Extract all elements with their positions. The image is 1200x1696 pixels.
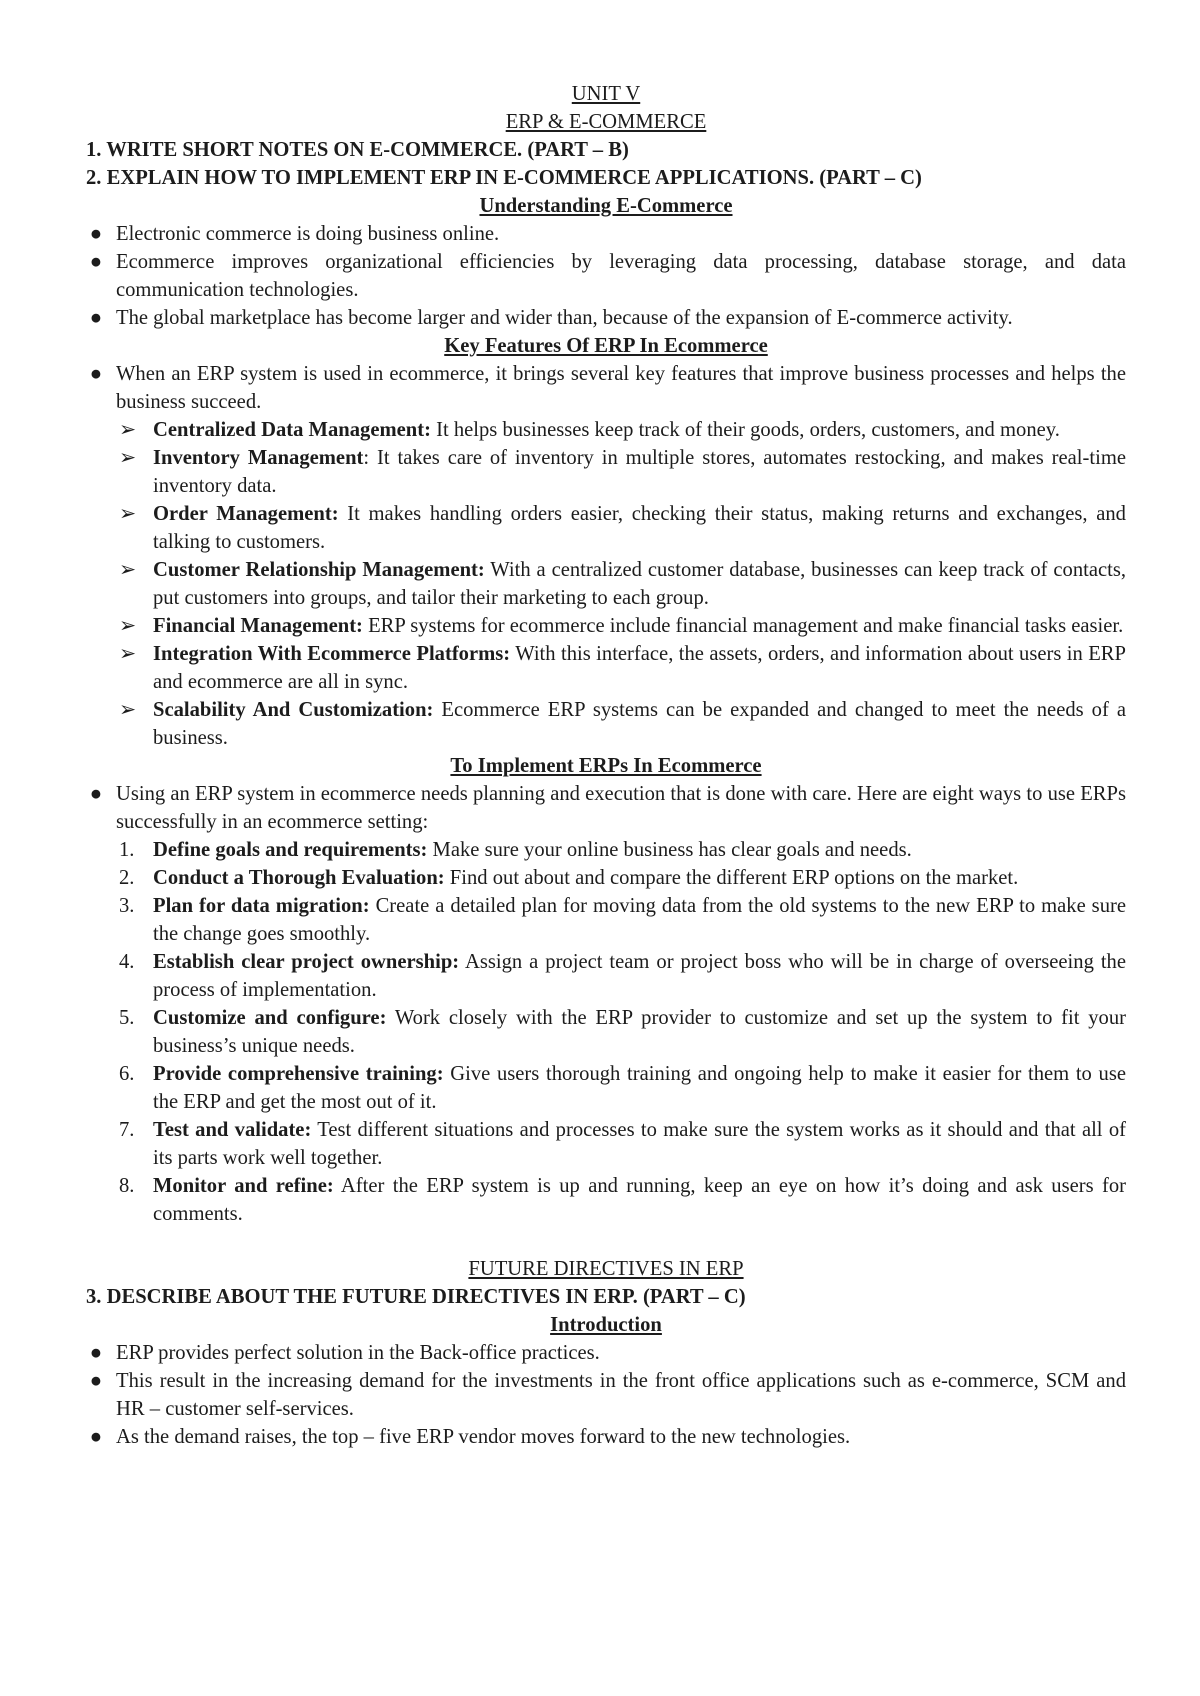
step-number: 5. [119,1007,135,1029]
step-item: 8. Monitor and refine: After the ERP system is up and running, keep an eye on how it’s doing and ask users for comments. [86,1172,1126,1228]
list-item: ● As the demand raises, the top – five ERP vendor moves forward to the new technologies. [86,1423,1126,1451]
question-3: 3. DESCRIBE ABOUT THE FUTURE DIRECTIVES IN ERP. (PART – C) [86,1286,746,1308]
section-heading-implement: To Implement ERPs In Ecommerce [450,755,762,777]
document-body [86,80,1126,1451]
step-item: 5. Customize and configure: Work closely with the ERP provider to customize and set up the system to fit your business’s unique needs. [86,1004,1126,1060]
feature-item: ➢ Customer Relationship Management: With a centralized customer database, businesses can keep track of contacts, put customers into groups, and tailor their marketing to each group. [86,556,1126,612]
feature-item: ➢ Order Management: It makes handling orders easier, checking their status, making returns and exchanges, and talking to customers. [86,500,1126,556]
arrow-bullet-icon: ➢ [119,615,137,637]
step-item: 7. Test and validate: Test different situations and processes to make sure the system works as it should and that all of its parts work well together. [86,1116,1126,1172]
arrow-bullet-icon: ➢ [119,559,137,581]
arrow-bullet-icon: ➢ [119,503,137,525]
feature-item: ➢ Centralized Data Management: It helps businesses keep track of their goods, orders, customers, and money. [86,416,1126,444]
feature-item: ➢ Integration With Ecommerce Platforms: With this interface, the assets, orders, and information about users in ERP and ecommerce are all in sync. [86,640,1126,696]
arrow-bullet-icon: ➢ [119,419,137,441]
feature-item: ➢ Financial Management: ERP systems for ecommerce include financial management and make financial tasks easier. [86,612,1126,640]
bullet-dot-icon: ● [89,223,103,245]
arrow-bullet-icon: ➢ [119,699,137,721]
list-item: ● ERP provides perfect solution in the Back-office practices. [86,1339,1126,1367]
question-2: 2. EXPLAIN HOW TO IMPLEMENT ERP IN E-COMMERCE APPLICATIONS. (PART – C) [86,167,922,189]
bullet-dot-icon: ● [89,1426,103,1448]
list-item: ● This result in the increasing demand for the investments in the front office applications such as e-commerce, SCM and HR – customer self-services. [86,1367,1126,1423]
unit-label: UNIT V [571,83,641,105]
step-number: 7. [119,1119,135,1141]
list-item: ● When an ERP system is used in ecommerce, it brings several key features that improve business processes and helps the business succeed. [86,360,1126,416]
bullet-dot-icon: ● [89,363,103,385]
spacer [86,1228,1126,1255]
step-number: 6. [119,1063,135,1085]
arrow-bullet-icon: ➢ [119,643,137,665]
step-number: 2. [119,867,135,889]
feature-item: ➢ Scalability And Customization: Ecommerce ERP systems can be expanded and changed to meet the needs of a business. [86,696,1126,752]
section-heading-features: Key Features Of ERP In Ecommerce [444,335,768,357]
unit-title: ERP & E-COMMERCE [505,111,707,133]
list-item: ● Electronic commerce is doing business online. [86,220,1126,248]
section-heading-understanding: Understanding E-Commerce [479,195,733,217]
step-number: 4. [119,951,135,973]
section-heading-introduction: Introduction [550,1314,662,1336]
bullet-dot-icon: ● [89,1370,103,1392]
bullet-dot-icon: ● [89,307,103,329]
list-item: ● Using an ERP system in ecommerce needs planning and execution that is done with care. Here are eight ways to use ERPs successfully in an ecommerce setting: [86,780,1126,836]
feature-item: ➢ Inventory Management: It takes care of inventory in multiple stores, automates restocking, and makes real-time inventory data. [86,444,1126,500]
bullet-dot-icon: ● [89,1342,103,1364]
step-item: 1. Define goals and requirements: Make sure your online business has clear goals and needs. [86,836,1126,864]
arrow-bullet-icon: ➢ [119,447,137,469]
bullet-dot-icon: ● [89,783,103,805]
bullet-dot-icon: ● [89,251,103,273]
list-item: ● The global marketplace has become larger and wider than, because of the expansion of E-commerce activity. [86,304,1126,332]
list-item: ● Ecommerce improves organizational efficiencies by leveraging data processing, database storage, and data communication technologies. [86,248,1126,304]
question-1: 1. WRITE SHORT NOTES ON E-COMMERCE. (PART – B) [86,139,629,161]
step-item: 4. Establish clear project ownership: Assign a project team or project boss who will be in charge of overseeing the process of implementation. [86,948,1126,1004]
step-number: 3. [119,895,135,917]
step-item: 6. Provide comprehensive training: Give users thorough training and ongoing help to make it easier for them to use the ERP and get the most out of it. [86,1060,1126,1116]
step-item: 3. Plan for data migration: Create a detailed plan for moving data from the old systems to the new ERP to make sure the change goes smoothly. [86,892,1126,948]
step-item: 2. Conduct a Thorough Evaluation: Find out about and compare the different ERP options on the market. [86,864,1126,892]
step-number: 1. [119,839,135,861]
step-number: 8. [119,1175,135,1197]
section-heading-future: FUTURE DIRECTIVES IN ERP [468,1258,744,1280]
